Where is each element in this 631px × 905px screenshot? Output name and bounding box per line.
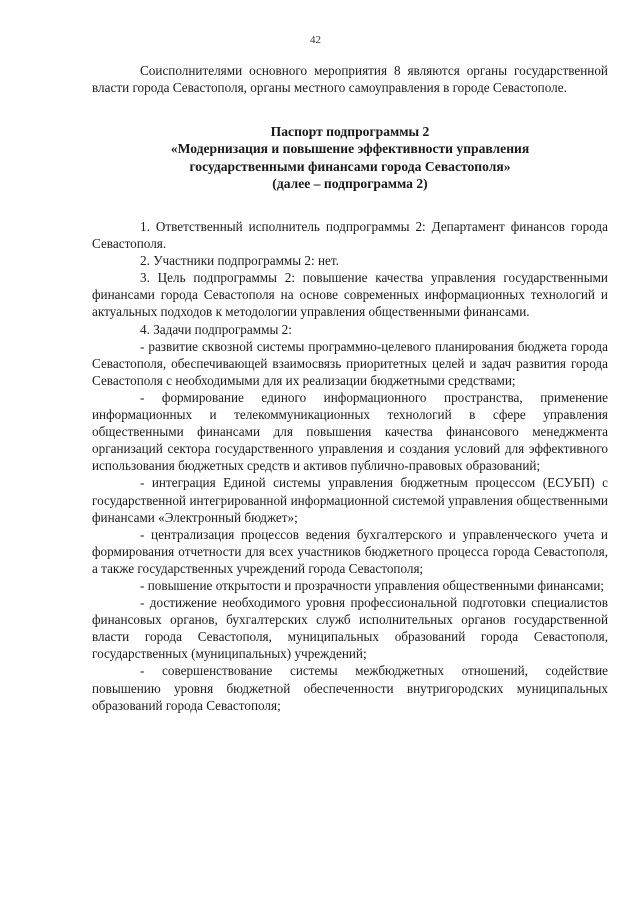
task-item: - централизация процессов ведения бухгалтерского и управленческого учета и формирования отчетности для всех участников бюджетного процесса города Севастополя, а также государственных учреждений города Севастополя; (92, 526, 608, 576)
passport-title (92, 123, 608, 192)
task-item: - формирование единого информационного пространства, применение информационных и телекоммуникационных технологий в сфере управления общественными финансами для повышения качества финансового менеджмента организаций сектора государственного управления и создания условий для эффективного использования бюджетных средств и активов публично-правовых образований; (92, 389, 608, 474)
task-item: - повышение открытости и прозрачности управления общественными финансами; (140, 577, 605, 593)
page-number: 42 (310, 34, 321, 46)
task-item: - совершенствование системы межбюджетных отношений, содействие повышению уровня бюджетной обеспеченности внутригородских муниципальных образований города Севастополя; (92, 663, 608, 713)
item-tasks-heading: 4. Задачи подпрограммы 2: (140, 321, 292, 337)
item-participants: 2. Участники подпрограммы 2: нет. (140, 253, 339, 269)
passport-title-line-2: «Модернизация и повышение эффективности управления (170, 141, 530, 157)
passport-title-line-4: (далее – подпрограмма 2) (272, 175, 428, 191)
passport-title-line-1: Паспорт подпрограммы 2 (270, 124, 430, 140)
item-goal: 3. Цель подпрограммы 2: повышение качества управления государственными финансами города Севастополя на основе современных информационных технологий и актуальных подходов к методологии управления общественными финансами. (92, 270, 608, 320)
task-item: - достижение необходимого уровня профессиональной подготовки специалистов финансовых органов, бухгалтерских служб исполнительных органов государственной власти города Севастополя, муниципальных образований города Севастополя, государственных (муниципальных) учреждений; (92, 595, 608, 662)
document-body (92, 62, 608, 714)
task-item: - развитие сквозной системы программно-целевого планирования бюджета города Севастополя, обеспечивающей взаимосвязь приоритетных целей и задач развития города Севастополя с необходимыми для их реализации бюджетными средствами; (92, 338, 608, 388)
passport-title-line-3: государственными финансами города Севастополя» (189, 158, 511, 174)
item-responsible-executor: 1. Ответственный исполнитель подпрограммы 2: Департамент финансов города Севастополя. (92, 219, 608, 252)
task-item: - интеграция Единой системы управления бюджетным процессом (ЕСУБП) с государственной интегрированной информационной системой управления общественными финансами «Электронный бюджет»; (92, 475, 608, 525)
intro-paragraph: Соисполнителями основного мероприятия 8 являются органы государственной власти города Севастополя, органы местного самоуправления в городе Севастополе. (92, 63, 608, 96)
